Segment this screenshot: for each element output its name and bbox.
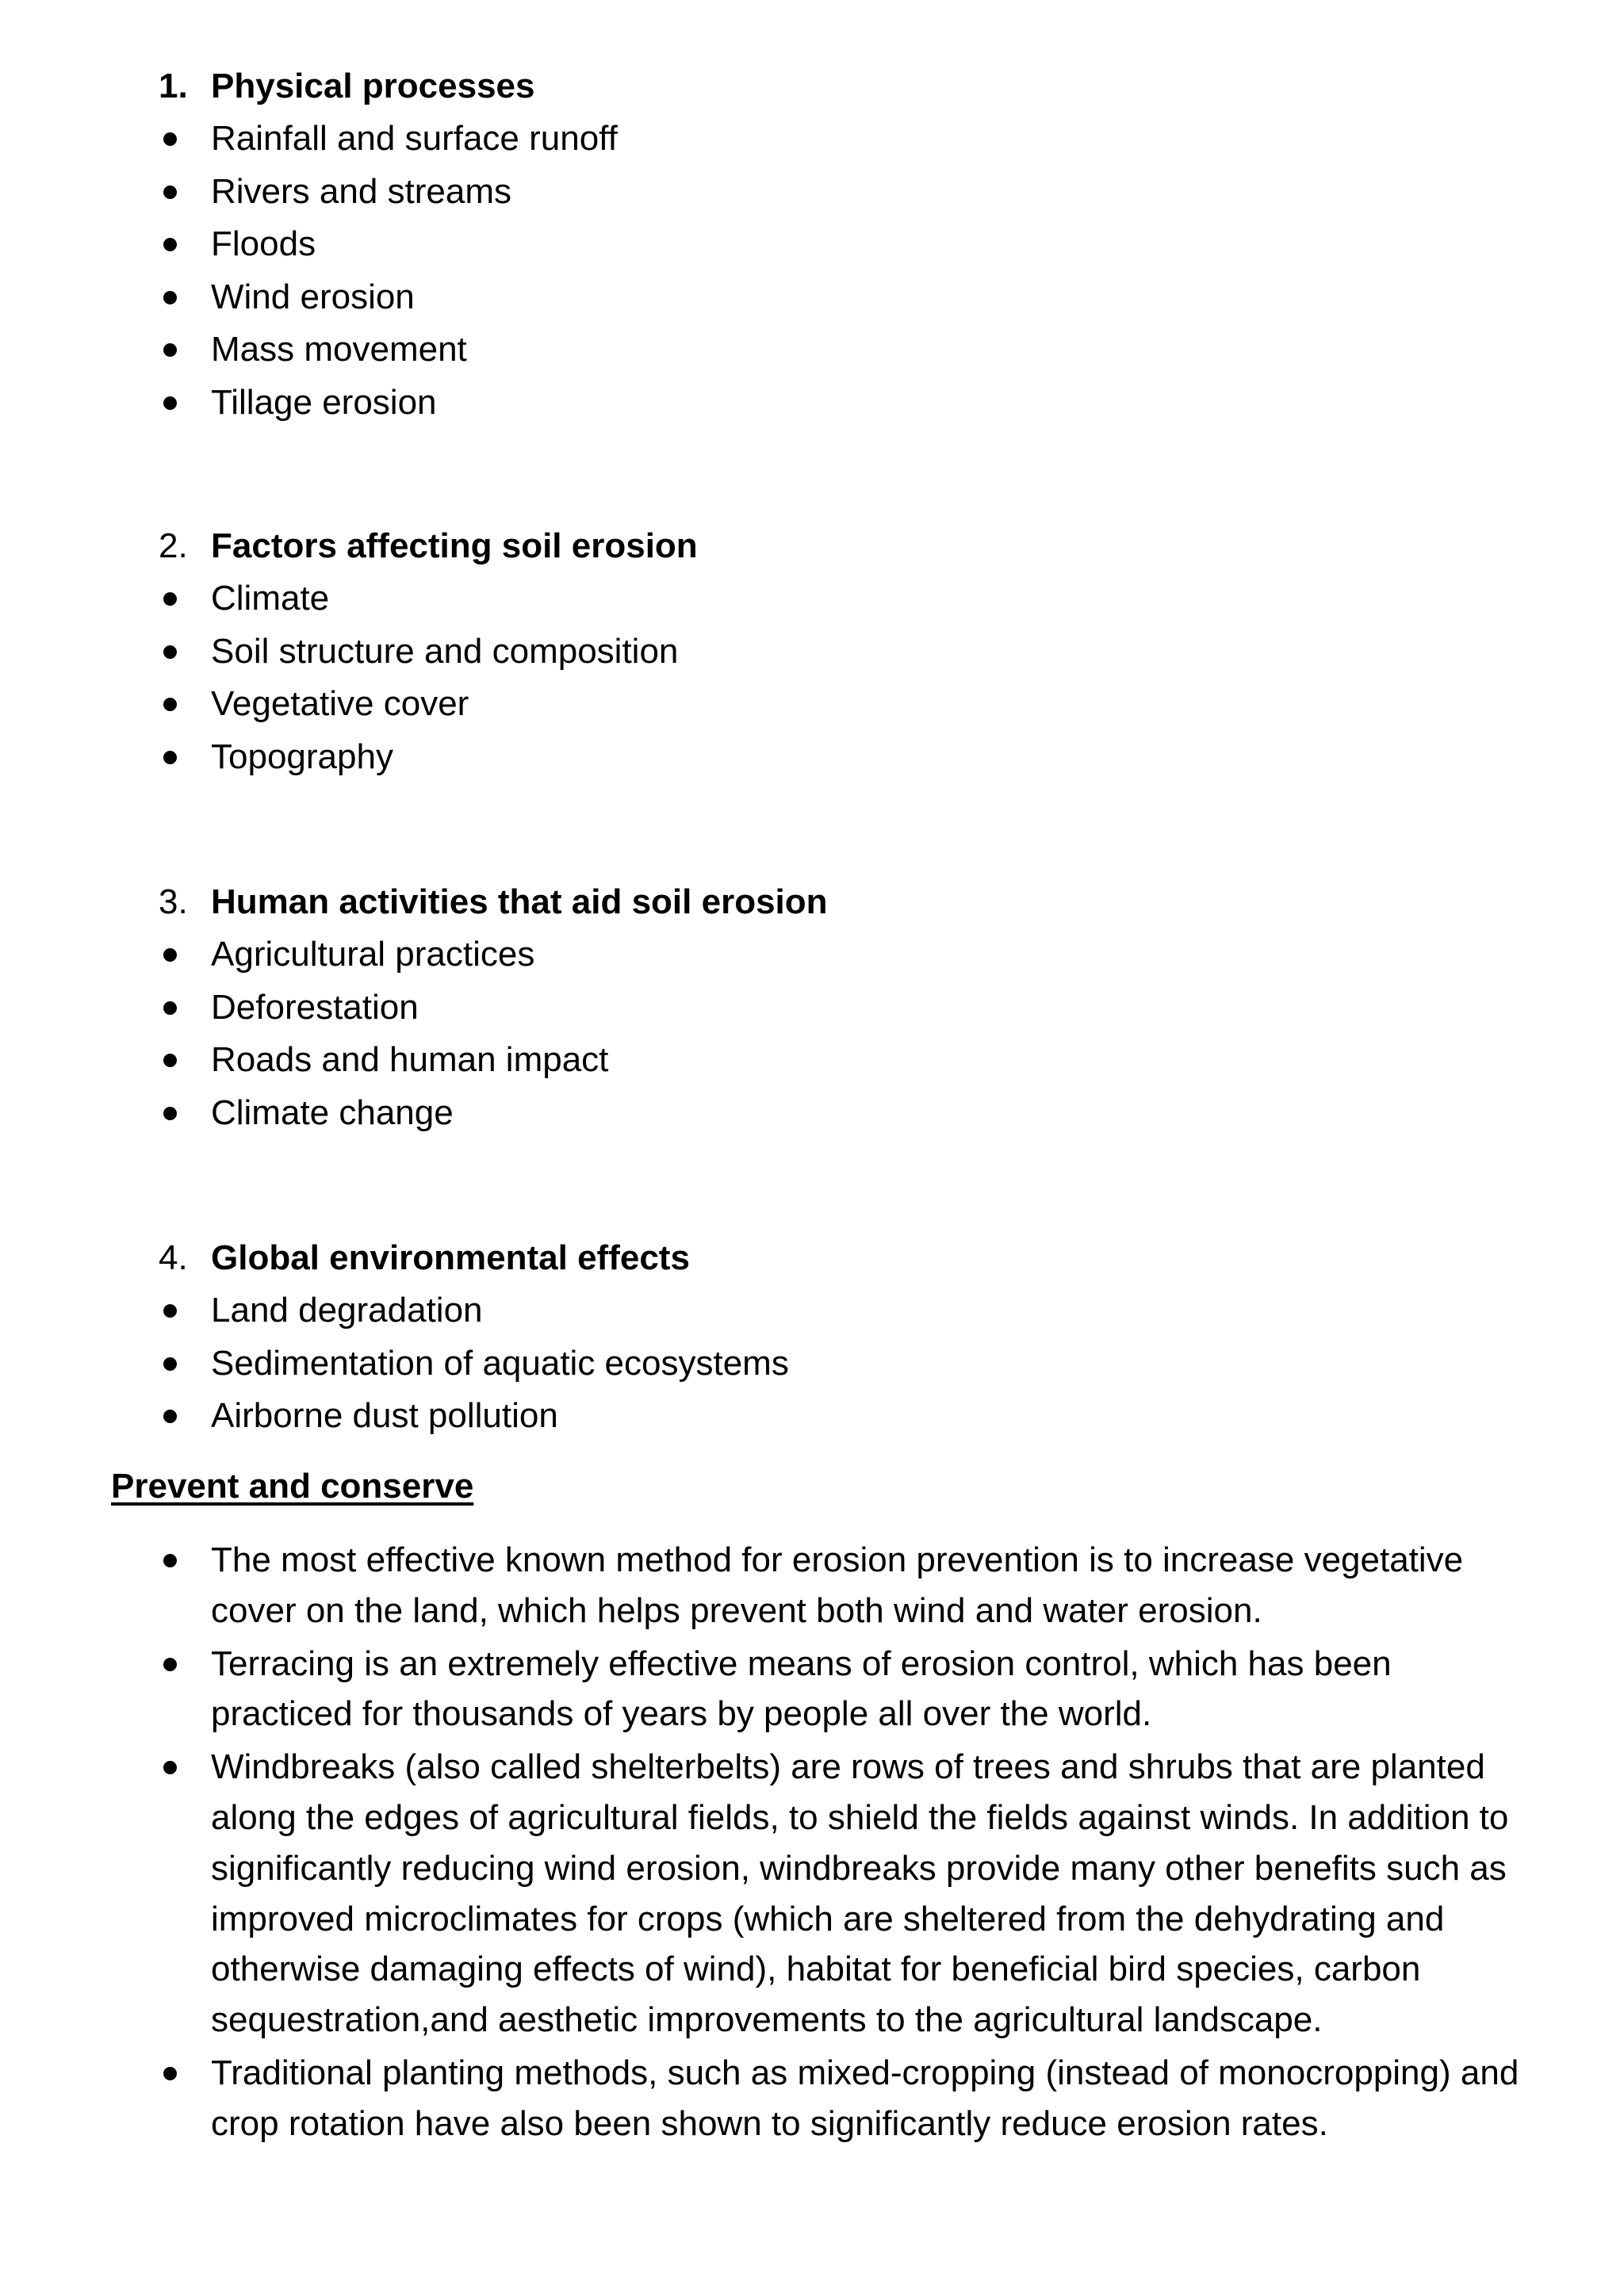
list-item [159,218,1554,271]
list-item [159,731,1554,784]
bullet-icon [163,1001,177,1015]
bullet-icon [163,2067,177,2080]
section-title: Factors affecting soil erosion [211,526,698,565]
bullet-list [159,113,1554,429]
bullet-icon [163,238,177,251]
section-number: 4. [159,1238,188,1277]
bullet-icon [163,132,177,146]
section-title: Global environmental effects [211,1238,690,1277]
section-number: 3. [159,882,188,921]
list-item-text: Sedimentation of aquatic ecosystems [211,1343,789,1383]
list-item [159,572,1554,626]
bullet-icon [163,1554,177,1567]
bullet-icon [163,698,177,711]
list-item [159,377,1554,430]
list-item [159,2048,1538,2149]
list-item-text: Deforestation [211,987,419,1027]
list-item-text: Rivers and streams [211,171,512,211]
bullet-icon [163,291,177,304]
list-item [159,1390,1554,1443]
section-physical-processes [159,60,1554,429]
bullet-icon [163,1304,177,1318]
bullet-icon [163,396,177,410]
section-number: 1. [159,67,188,105]
list-item [159,113,1554,166]
section-title: Human activities that aid soil erosion [211,882,828,921]
bullet-icon [163,1107,177,1120]
bullet-icon [163,186,177,199]
bullet-icon [163,1658,177,1671]
bullet-icon [163,751,177,764]
section-heading [159,876,1554,928]
section-number: 2. [159,526,188,565]
list-item [159,323,1554,377]
list-item-text: Floods [211,224,316,263]
prevent-conserve-list [159,1535,1538,2152]
list-item [159,928,1554,982]
list-item [159,1639,1538,1740]
list-item-text: Climate change [211,1093,454,1132]
prevent-conserve-heading: Prevent and conserve [111,1467,474,1506]
list-item-text: Airborne dust pollution [211,1396,558,1435]
paragraph-text: The most effective known method for erosion prevention is to increase vegetative cover on the land, which helps prevent both wind and water erosion. [211,1540,1464,1630]
bullet-icon [163,1761,177,1774]
section-factors-affecting-soil-erosion [159,520,1554,783]
list-item [159,626,1554,679]
bullet-icon [163,592,177,606]
list-item-text: Agricultural practices [211,935,535,974]
list-item-text: Soil structure and composition [211,631,679,671]
list-item [159,1337,1554,1391]
paragraph-text: Windbreaks (also called shelterbelts) are rows of trees and shrubs that are planted along the edges of agricultural fields, to shield the fields against winds. In addition to significantly reducing wind erosion, windbreaks provide many other benefits such as improved microclimates for crops (which are sheltered from the dehydrating and otherwise damaging effects of wind), habitat for beneficial bird species, carbon sequestration,and aesthetic improvements to the agricultural landscape. [211,1747,1509,2040]
list-item-text: Climate [211,579,330,618]
bullet-icon [163,645,177,659]
section-title: Physical processes [211,67,535,105]
bullet-icon [163,1357,177,1371]
list-item-text: Rainfall and surface runoff [211,119,618,158]
section-global-environmental-effects [159,1232,1554,1443]
bullet-icon [163,948,177,962]
list-item-text: Land degradation [211,1291,483,1330]
list-item [159,678,1554,731]
list-item-text: Wind erosion [211,277,415,316]
section-heading [159,60,1554,113]
list-item-text: Tillage erosion [211,382,437,422]
bullet-icon [163,1410,177,1423]
section-heading [159,520,1554,572]
bullet-list [159,928,1554,1139]
list-item-text: Topography [211,737,393,776]
section-heading [159,1232,1554,1284]
bullet-list [159,572,1554,783]
list-item [159,1535,1538,1636]
list-item-text: Vegetative cover [211,684,469,723]
list-item [159,982,1554,1035]
list-item [159,1284,1554,1337]
list-item [159,1742,1538,2045]
list-item-text: Mass movement [211,330,467,369]
list-item [159,166,1554,219]
section-human-activities [159,876,1554,1139]
paragraph-text: Traditional planting methods, such as mixed-cropping (instead of monocropping) and crop rotation have also been shown to significantly reduce erosion rates. [211,2053,1519,2143]
bullet-icon [163,1054,177,1067]
list-item [159,1087,1554,1140]
list-item [159,1034,1554,1087]
list-item [159,271,1554,324]
paragraph-text: Terracing is an extremely effective means of erosion control, which has been practiced for thousands of years by people all over the world. [211,1644,1392,1734]
list-item-text: Roads and human impact [211,1040,609,1079]
bullet-icon [163,343,177,357]
bullet-list [159,1284,1554,1443]
